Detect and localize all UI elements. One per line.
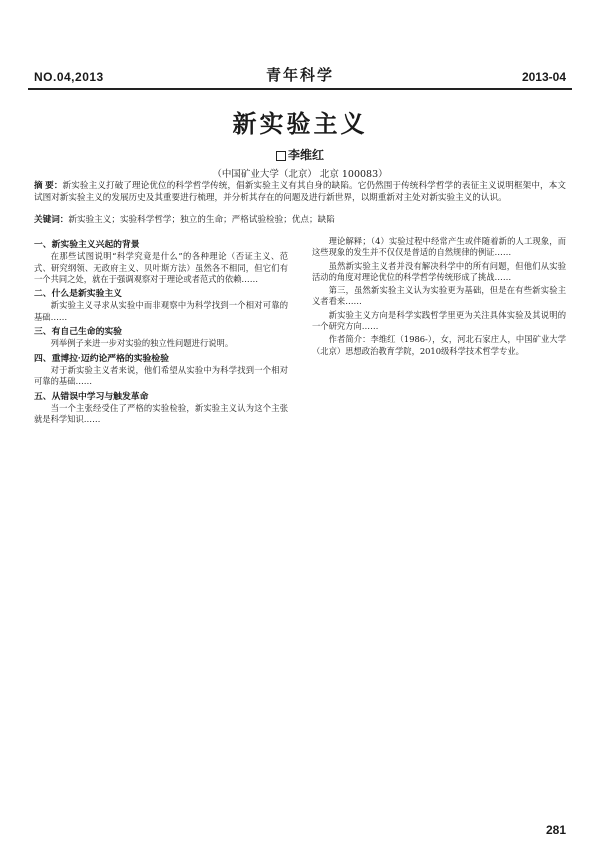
section-heading: 四、重博拉·迈约论严格的实验检验 xyxy=(34,352,169,363)
section-heading: 五、从错误中学习与触发革命 xyxy=(34,390,149,401)
right-column xyxy=(312,236,566,359)
section-paragraph: 新实验主义寻求从实验中而非观察中为科学找到一个相对可靠的基础…… xyxy=(34,300,288,322)
abstract xyxy=(34,180,566,204)
body-paragraph: 虽然新实验主义者并没有解决科学中的所有问题，但他们从实验活动的角度对理论优位的科学哲学传统形成了挑战…… xyxy=(312,260,566,282)
issue-date: 2013-04 xyxy=(521,70,566,84)
left-column xyxy=(34,236,288,427)
journal-name: 青年科学 xyxy=(265,66,334,84)
section-paragraph: 在那些试图说明“科学究竟是什么”的各种理论（否证主义、范式、研究纲领、无政府主义、贝叶斯方法）虽然各不相同，但它们有一个共同之处，就在于强调观察对于理论或者范式的依赖…… xyxy=(34,251,288,284)
author-box-icon xyxy=(276,151,286,161)
body-paragraph: 新实验主义方向是科学实践哲学里更为关注具体实验及其说明的一个研究方向…… xyxy=(312,309,566,332)
section-paragraph: 当一个主张经受住了严格的实验检验，新实验主义认为这个主张就是科学知识…… xyxy=(34,402,288,425)
keywords-label: 关键词： xyxy=(34,214,69,224)
affiliation: （中国矿业大学（北京） 北京 100083） xyxy=(212,169,388,180)
keywords-text: 新实验主义；实验科学哲学；独立的生命；严格试验检验；优点；缺陷 xyxy=(68,215,335,225)
page-number: 281 xyxy=(545,823,566,837)
keywords xyxy=(34,214,566,226)
abstract-label: 摘 要： xyxy=(34,180,63,190)
section-paragraph: 对于新实验主义者来说，他们希望从实验中为科学找到一个相对可靠的基础…… xyxy=(34,364,288,387)
section-heading: 二、什么是新实验主义 xyxy=(34,288,122,299)
author-line xyxy=(0,146,600,163)
header-rule xyxy=(28,88,572,90)
journal-header xyxy=(0,0,600,92)
section-heading: 一、新实验主义兴起的背景 xyxy=(34,239,140,249)
section-paragraph: 列举例子来进一步对实验的独立性问题进行说明。 xyxy=(50,338,234,349)
body-paragraph: 第三，虽然新实验主义认为实验更为基础，但是在有些新实验主义者看来…… xyxy=(312,285,566,307)
article-title: 新实验主义 xyxy=(232,109,368,138)
author-bio: 作者简介：李维红（1986-），女，河北石家庄人，中国矿业大学（北京）思想政治教育学院，2010级科学技术哲学专业。 xyxy=(312,334,566,356)
abstract-text: 新实验主义打破了理论优位的科学哲学传统，倡新实验主义有其自身的缺陷。它仍然围于传统科学哲学的表征主义说明框架中，本文试图对新实验主义的发展历史及其重要进行梳理，并分析其存在的问题及进行新世界，以期重新对主处对新实验主义的认识。 xyxy=(34,181,566,203)
issue-number: NO.04,2013 xyxy=(34,70,104,84)
author-name: 李维红 xyxy=(287,148,324,162)
body-paragraph: 理论解释；（4）实验过程中经常产生或伴随着新的人工现象，而这些现象的发生并不仅仅是普适的自然规律的例证…… xyxy=(312,236,566,258)
section-heading: 三、有自己生命的实验 xyxy=(34,326,122,337)
